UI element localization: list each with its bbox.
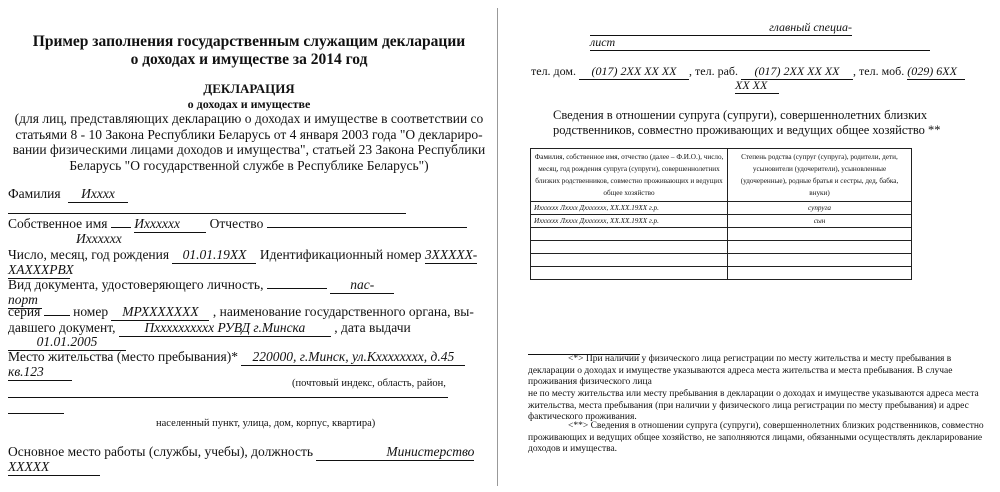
page-divider — [497, 8, 498, 486]
series-field[interactable] — [44, 315, 70, 316]
patronymic-label: Отчество — [209, 216, 264, 231]
section-heading — [553, 108, 941, 138]
work-label: Основное место работы (службы, учебы), должность — [8, 444, 314, 459]
table-cell[interactable] — [728, 241, 912, 254]
residence-field-continued[interactable]: кв.123 — [8, 364, 72, 381]
surname-label: Фамилия — [8, 186, 61, 201]
table-row — [531, 241, 912, 254]
work-cont — [8, 459, 100, 476]
table-cell[interactable]: супруга — [728, 202, 912, 215]
doc-type-label: Вид документа, удостоверяющего личность, — [8, 277, 264, 292]
phone-work-field[interactable]: (017) 2ХХ ХХ ХХ — [741, 64, 853, 80]
work-field-continued[interactable]: ХХХХХ — [8, 459, 100, 476]
number-label: номер — [73, 304, 109, 319]
phone-mob-field[interactable]: (029) 6ХХ — [907, 64, 965, 80]
address-hint-2: населенный пункт, улица, дом, корпус, квартира) — [156, 418, 376, 429]
table-cell[interactable] — [728, 267, 912, 280]
authority-label: , наименование государственного органа, вы- — [212, 304, 474, 319]
title-line-1: Пример заполнения государственным служащим декларации — [32, 33, 466, 50]
table-row — [531, 228, 912, 241]
residence-cont — [8, 364, 72, 381]
dob-field[interactable]: 01.01.19ХХ — [172, 247, 256, 264]
intro-line: (для лиц, представляющих декларацию о доходах и имуществе в соответствии со — [14, 111, 484, 126]
issue-date-field[interactable]: 01.01.2005 — [8, 334, 126, 351]
intro-line: статьями 8 - 10 Закона Республики Беларусь от 4 января 2003 года "О деклариро- — [15, 126, 483, 142]
issue-date-label: , дата выдачи — [334, 320, 411, 335]
position-field-continued[interactable]: лист — [590, 35, 930, 51]
section-heading-line: родственников, совместно проживающих и ведущих общее хозяйство ** — [553, 123, 941, 137]
intro-line: вании физическими лицами доходов и имущества", статьей 23 Закона Республики — [12, 142, 486, 157]
first-name-field[interactable]: Ихххххх — [134, 216, 206, 233]
id-field-continued[interactable]: ХАХХХРВХ — [8, 262, 74, 277]
table-row — [531, 215, 912, 228]
residence-label: Место жительства (место пребывания)* — [8, 349, 238, 364]
series-label: серия — [8, 304, 41, 319]
dob-row — [8, 247, 477, 264]
id-label: Идентификационный номер — [259, 247, 422, 262]
series-row — [8, 304, 474, 321]
table-cell[interactable] — [531, 267, 728, 280]
position-field[interactable]: главный специа- — [590, 20, 852, 36]
table-header-row — [531, 149, 912, 202]
footnote-1: <*> При наличии у физического лица регистрации по месту жительства и месту пребывания в декларации о доходах и имуществе указываются адреса места жительства и места пребывания. В случае проживания физического лица — [528, 354, 953, 387]
fill-line — [8, 413, 64, 414]
patronymic-field[interactable]: Ихххххх — [76, 231, 122, 246]
phone-mob-label: , тел. моб. — [853, 64, 905, 78]
declaration-intro — [8, 111, 490, 173]
number-field[interactable]: МРХХХХХХХ — [111, 304, 209, 321]
section-heading-line: Сведения в отношении супруга (супруги), совершеннолетних близких — [553, 108, 928, 122]
dob-label: Число, месяц, год рождения — [8, 247, 170, 262]
footnote-3: <**> Сведения в отношении супруга (супруги), совершеннолетних близких родственников, совместно проживающих и ведущих общее хозяйство, не заполняются лицами, обязанными осуществлять декларирование доходов и имущества. — [528, 421, 984, 454]
table-row — [531, 202, 912, 215]
table-header-cell: Фамилия, собственное имя, отчество (далее – Ф.И.О.), число, месяц, год рождения супруга (супруги), совершеннолетних близких родственников, совместно проживающих и ведущих общее хозяйство — [531, 149, 728, 202]
id-field[interactable]: 3ХХХХХ- — [424, 247, 478, 262]
footnote-2: не по месту жительства или месту пребывания в декларации о доходах и имуществе указываются адреса места жительства, места пребывания (при наличии у физического лица регистрации по месту пребывания) и адрес фактического проживания. — [528, 389, 979, 422]
phone-mob-field-continued[interactable]: ХХ ХХ — [735, 78, 779, 94]
phone-mob-cont — [735, 78, 779, 94]
issued-field[interactable]: Пхххххххххх РУВД г.Минска — [119, 320, 331, 337]
surname-field[interactable]: Ихххх — [68, 186, 128, 203]
declaration-subheading: о доходах и имуществе — [187, 97, 311, 111]
title-line-2: о доходах и имуществе за 2014 год — [130, 51, 368, 68]
doc-type-field-continued[interactable]: порт — [8, 292, 42, 309]
table-cell[interactable]: сын — [728, 215, 912, 228]
doc-type-row — [8, 277, 394, 294]
doc-type-field[interactable]: пас- — [330, 277, 394, 294]
residence-field[interactable]: 220000, г.Минск, ул.Кхххххххх, д.45 — [241, 349, 465, 366]
phone-home-label: тел. дом. — [531, 64, 577, 78]
page-title — [8, 33, 490, 69]
declaration-heading: ДЕКЛАРАЦИЯ — [203, 81, 295, 96]
table-header-cell: Степень родства (супруг (супруга), родители, дети, усыновители (удочерители), усыновленные (удочеренные), родные братья и сестры, дед, бабка, внуки) — [728, 149, 912, 202]
table-cell[interactable] — [728, 254, 912, 267]
work-field[interactable]: Министерство — [316, 444, 474, 461]
table-row — [531, 267, 912, 280]
fill-line — [8, 213, 406, 214]
table-cell[interactable] — [728, 228, 912, 241]
address-hint-1: (почтовый индекс, область, район, — [292, 378, 446, 389]
position-row-2 — [590, 35, 930, 51]
table-cell[interactable]: Ихххххх Лхххх Дххххххх, ХХ.ХХ.19ХХ г.р. — [531, 202, 728, 215]
table-cell[interactable] — [531, 241, 728, 254]
issued-label: давшего документ, — [8, 320, 116, 335]
phone-work-label: , тел. раб. — [689, 64, 739, 78]
position-row — [590, 20, 852, 36]
intro-line: Беларусь "О государственной службе в Республике Беларусь") — [69, 157, 429, 173]
table-row — [531, 254, 912, 267]
table-cell[interactable]: Ихххххх Лхххх Дххххххх, ХХ.ХХ.19ХХ г.р. — [531, 215, 728, 228]
residence-row — [8, 349, 465, 366]
first-name-label: Собственное имя — [8, 216, 108, 231]
relatives-table — [530, 148, 912, 280]
table-cell[interactable] — [531, 228, 728, 241]
surname-row — [8, 186, 128, 203]
table-cell[interactable] — [531, 254, 728, 267]
fill-line — [8, 397, 448, 398]
phone-home-field[interactable]: (017) 2ХХ ХХ ХХ — [579, 64, 689, 80]
